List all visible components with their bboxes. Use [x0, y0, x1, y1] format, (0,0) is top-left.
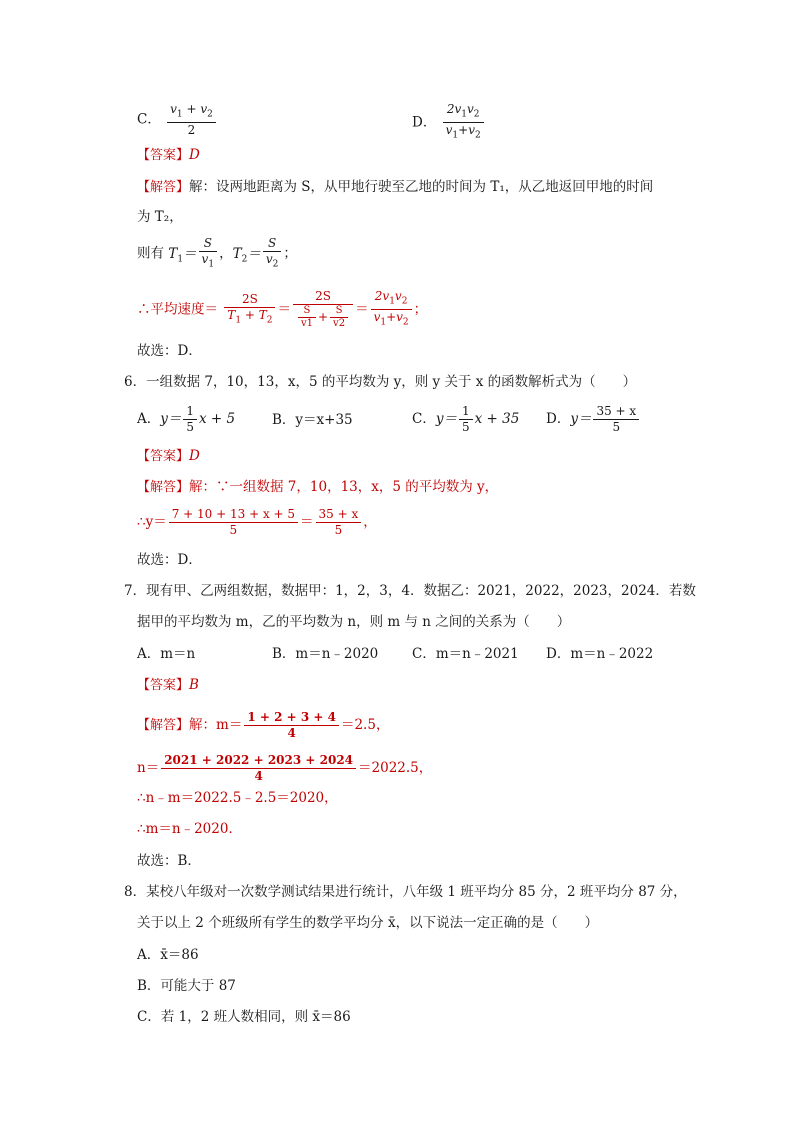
q6-option-c: C．y＝ $\frac{1}{5}$ x + 35: [412, 404, 520, 434]
q8-option-c: C．若 1，2 班人数相同，则 x̄＝86: [137, 1009, 351, 1025]
q7-option-b: B．m＝n﹣2020: [272, 646, 379, 662]
q6-answer: 【答案】D: [137, 448, 200, 464]
q5-choose: 故选：D．: [137, 343, 202, 359]
q7-answer: 【答案】B: [137, 677, 199, 693]
q8-option-a: A．x̄＝86: [137, 947, 199, 963]
q7-solution-3: ∴n﹣m＝2022.5﹣2.5＝2020，: [137, 790, 338, 806]
q7-stem-1: 7．现有甲、乙两组数据，数据甲：1，2，3，4．数据乙：2021，2022，2023，2024．若数: [124, 583, 696, 599]
q6-option-d: D．y＝ $\frac{35 + x}{5}$: [546, 404, 641, 435]
q5-answer: 【答案】D: [137, 147, 200, 163]
q6-option-a: A．y＝ $\frac{1}{5}$ x + 5: [137, 404, 236, 434]
q7-choose: 故选：B．: [137, 853, 201, 869]
q7-solution-1: 【解答】解：m＝ $\frac{1 + 2 + 3 + 4}{4}$ ＝2.5，: [137, 710, 390, 740]
q8-stem-2: 关于以上 2 个班级所有学生的数学平均分 x̄，以下说法一定正确的是（ ）: [137, 915, 599, 931]
q7-solution-4: ∴m＝n﹣2020．: [137, 821, 242, 837]
q8-stem-1: 8．某校八年级对一次数学测试结果进行统计，八年级 1 班平均分 85 分，2 班平均分 87 分，: [124, 884, 687, 900]
q7-option-d: D．m＝n﹣2022: [546, 646, 654, 662]
q6-choose: 故选：D．: [137, 552, 202, 568]
q7-option-a: A．m＝n: [137, 646, 196, 662]
q5-option-d: D． $\frac{2v_1v_2}{v_1+v_2}$: [412, 102, 486, 144]
q5-solution-4: ∴平均速度＝ $\frac{2S}{T_1 + T_2}$ ＝ 2S $\frac{S}{v1}$ + $\frac{S}{v2}$ ＝ $\frac{2v_1v_2}{v_1+v_2}$ ；: [137, 289, 428, 330]
fraction: $\frac{v_1 + v_2}{2}$: [167, 102, 216, 138]
q6-option-b: B．y＝x+35: [272, 412, 353, 428]
q6-stem: 6．一组数据 7，10，13，x，5 的平均数为 y，则 y 关于 x 的函数解析式为（ ）: [124, 374, 637, 390]
q7-stem-2: 据甲的平均数为 m，乙的平均数为 n，则 m 与 n 之间的关系为（ ）: [137, 614, 571, 630]
q6-solution-2: ∴y＝ $\frac{7 + 10 + 13 + x + 5}{5}$ ＝ $\frac{35 + x}{5}$ ，: [137, 507, 377, 537]
q7-option-c: C．m＝n﹣2021: [412, 646, 519, 662]
fraction: $\frac{2v_1v_2}{v_1+v_2}$: [443, 102, 484, 144]
q5-option-c: C． $\frac{v_1 + v_2}{2}$: [137, 102, 218, 138]
q6-solution-1: 【解答】解：∵一组数据 7，10，13，x，5 的平均数为 y，: [137, 479, 499, 495]
q7-solution-2: n＝ $\frac{2021 + 2022 + 2023 + 2024}{4}$ ＝2022.5，: [137, 753, 433, 783]
q5-solution-3: 则有 $T_1=$ $\frac{S}{v_1}$ ，$T_2=$ $\frac{S}{v_2}$ ；: [137, 236, 297, 270]
q5-solution-2: 为 T₂，: [137, 209, 183, 225]
q8-option-b: B．可能大于 87: [137, 978, 236, 994]
q5-solution-1: 【解答】解：设两地距离为 S，从甲地行驶至乙地的时间为 T₁，从乙地返回甲地的时间: [137, 179, 654, 195]
